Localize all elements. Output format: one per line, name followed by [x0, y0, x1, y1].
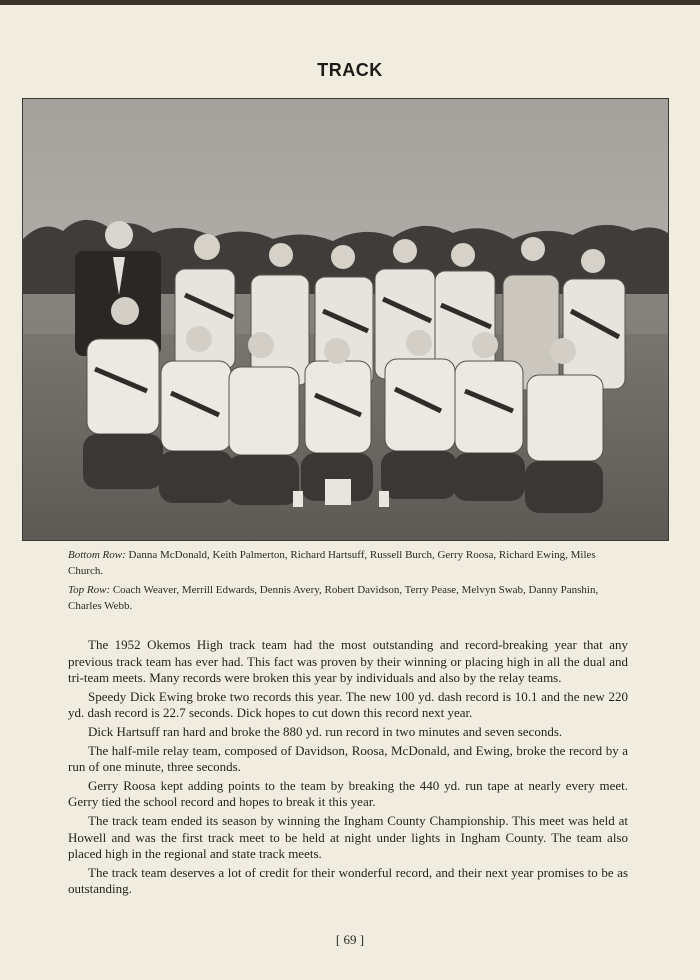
paragraph: The track team deserves a lot of credit for their wonderful record, and their next year promises to be as outstanding.: [68, 864, 628, 897]
caption-bottom-names: Danna McDonald, Keith Palmerton, Richard Hartsuff, Russell Burch, Gerry Roosa, Richard Ewing, Miles Church.: [68, 549, 596, 577]
caption-top-label: Top Row:: [68, 584, 111, 596]
article-body: [68, 637, 628, 900]
caption-bottom-label: Bottom Row:: [68, 549, 126, 561]
paragraph: Speedy Dick Ewing broke two records this year. The new 100 yd. dash record is 10.1 and the new 220 yd. dash record is 22.7 seconds. Dick hopes to cut down this record next year.: [68, 688, 628, 721]
caption-bottom-row: [68, 547, 628, 579]
page-number: [ 69 ]: [335, 932, 365, 947]
paragraph: Gerry Roosa kept adding points to the team by breaking the 440 yd. run tape at nearly every meet. Gerry tied the school record and hopes to break it this year.: [68, 777, 628, 810]
caption-top-names: Coach Weaver, Merrill Edwards, Dennis Avery, Robert Davidson, Terry Pease, Melvyn Swab, Danny Panshin, Charles Webb.: [68, 584, 599, 612]
paragraph: The half-mile relay team, composed of Davidson, Roosa, McDonald, and Ewing, broke the record by a run of one minute, three seconds.: [68, 742, 628, 775]
top-border-rule: [0, 0, 700, 5]
team-photo: [22, 98, 669, 541]
page-title: TRACK: [317, 60, 383, 80]
paragraph: The track team ended its season by winning the Ingham County Championship. This meet was held at Howell and was the first track meet to be held at night under lights in Ingham County. The team also placed high in the regional and state track meets.: [68, 812, 628, 862]
paragraph: The 1952 Okemos High track team had the most outstanding and record-breaking year that any previous track team has ever had. This fact was proven by their winning or placing high in all the dual and tri-team meets. Many records were broken this year by individuals and also by the relay teams.: [68, 637, 628, 686]
caption-top-row: [68, 582, 628, 614]
paragraph: Dick Hartsuff ran hard and broke the 880 yd. run record in two minutes and seven seconds.: [88, 723, 563, 739]
